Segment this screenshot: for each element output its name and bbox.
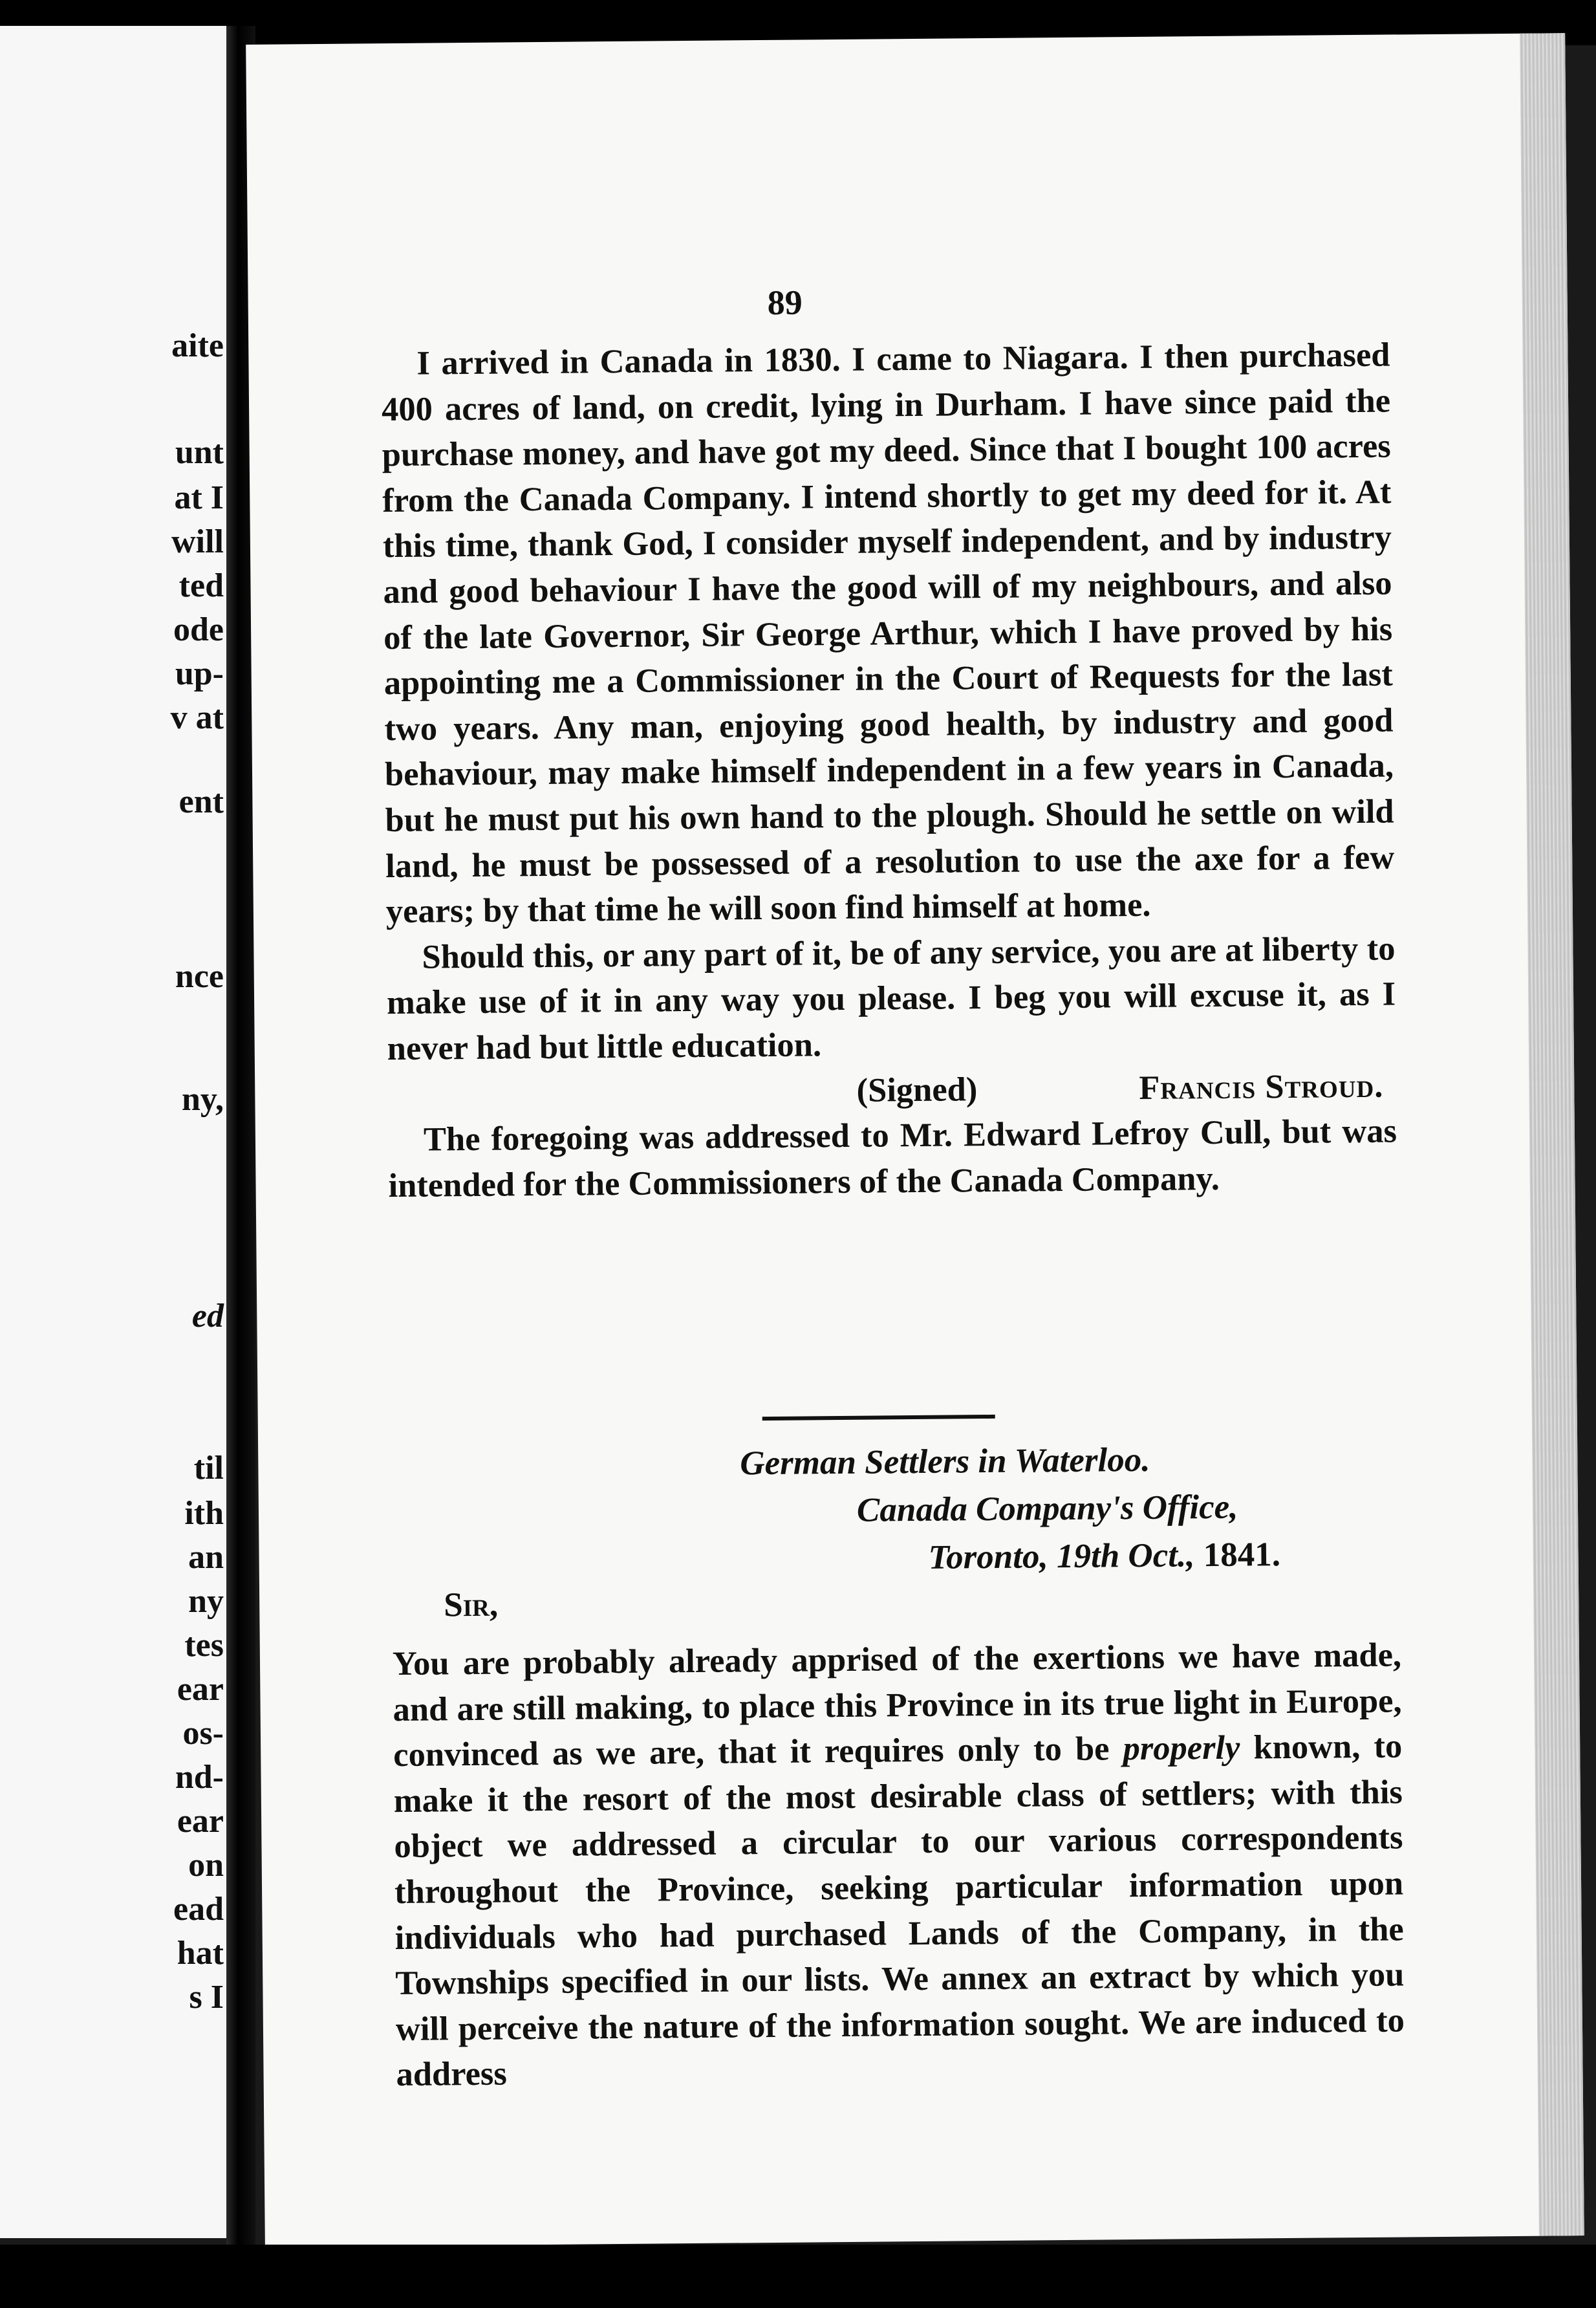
paragraph: I arrived in Canada in 1830. I came to Niagara. I then purchased 400 acres of land, on credit, lying in Durham. I have since paid the purchase money, and have got my deed. Since that I bought 100 acres from the Canada Company. I intend shortly to get my deed for it. At this time, thank God, I consider myself independent, and by industry and good behaviour I have the good will of my neighbours, and also of the late Governor, Sir George Arthur, which I have proved by his appointing me a Commissioner in the Court of Requests for the last two years. Any man, enjoying good health, by industry and good behaviour, may make himself independent in a few years in Canada, but he must put his own hand to the plough. Should he settle on wild land, he must be possessed of a resolution to use the axe for a few years; by that time he will soon find himself at home. — [381, 336, 1395, 931]
fragment-line: ent — [178, 783, 224, 820]
fragment-line: aite — [171, 327, 224, 364]
letter-heading — [391, 1438, 1401, 1641]
paragraph: Should this, or any part of it, be of any service, you are at liberty to make use of it in any way you please. I beg you will excuse it, as I never had but little education. — [386, 930, 1396, 1068]
fragment-line: ead — [173, 1891, 224, 1928]
section-title: German Settlers in Waterloo. — [740, 1441, 1150, 1483]
page-number: 89 — [767, 283, 803, 322]
paragraph — [393, 1632, 1405, 2098]
fragment-line: ted — [178, 567, 224, 604]
date-year: 1841. — [1203, 1536, 1281, 1574]
fragment-line: ith — [184, 1495, 224, 1532]
signed-label: (Signed) — [856, 1070, 978, 1109]
editorial-note: The foregoing was addressed to Mr. Edward Lefroy Cull, but was intended for the Commissioners of the Canada Company. — [388, 1112, 1397, 1204]
sender-office: Canada Company's Office, — [856, 1488, 1238, 1529]
fragment-line: at I — [174, 479, 224, 516]
fragment-line: ed — [191, 1298, 224, 1334]
previous-page-fragment — [0, 26, 226, 2238]
book-page — [246, 33, 1584, 2247]
fragment-line: ny, — [181, 1081, 224, 1118]
fragment-line: an — [188, 1539, 224, 1576]
emphasis: properly — [1123, 1728, 1240, 1768]
fragment-line: s I — [189, 1979, 224, 2016]
fragment-line: unt — [175, 434, 224, 471]
letter-body-text: You are probably already apprised of the exertions we have made, and are still making, to place this Province in its true light in Europe, convinced as we are, that it requires only to be — [392, 1636, 1402, 1774]
letter-body-rest: known, to make it the resort of the most desirable class of settlers; with this object we addressed a circular to our various correspondents throughout the Province, seeking particular information upon individuals who had purchased Lands of the Company, in the Townships specified in our lists. We annex an extract by which you will perceive the nature of the information sought. We are induced to address — [393, 1727, 1405, 2094]
fragment-line: ny — [188, 1583, 224, 1620]
letter-text — [381, 332, 1397, 1209]
fragment-line: os- — [182, 1715, 224, 1752]
fragment-line: will — [171, 523, 224, 560]
fragment-line: up- — [175, 655, 224, 692]
scan-border-bottom — [0, 2245, 1596, 2308]
fragment-line: hat — [177, 1935, 224, 1972]
salutation: Sir, — [443, 1585, 499, 1624]
fragment-line: ear — [177, 1671, 224, 1708]
signatory-name: Francis Stroud. — [1139, 1067, 1384, 1107]
page-edge — [1520, 33, 1584, 2236]
fragment-line: nce — [175, 958, 224, 995]
section-divider — [762, 1415, 995, 1421]
fragment-line: v at — [170, 699, 224, 736]
fragment-line: on — [188, 1847, 224, 1884]
place-date — [928, 1535, 1280, 1577]
company-letter-body — [393, 1632, 1405, 2098]
fragment-line: nd- — [175, 1759, 224, 1796]
fragment-line: ode — [173, 611, 224, 648]
signature-line — [387, 1063, 1397, 1117]
place-date-italic: Toronto, 19th Oct., — [928, 1536, 1195, 1576]
fragment-line: tes — [184, 1627, 224, 1664]
fragment-line: ear — [177, 1803, 224, 1840]
fragment-line: til — [193, 1450, 224, 1486]
